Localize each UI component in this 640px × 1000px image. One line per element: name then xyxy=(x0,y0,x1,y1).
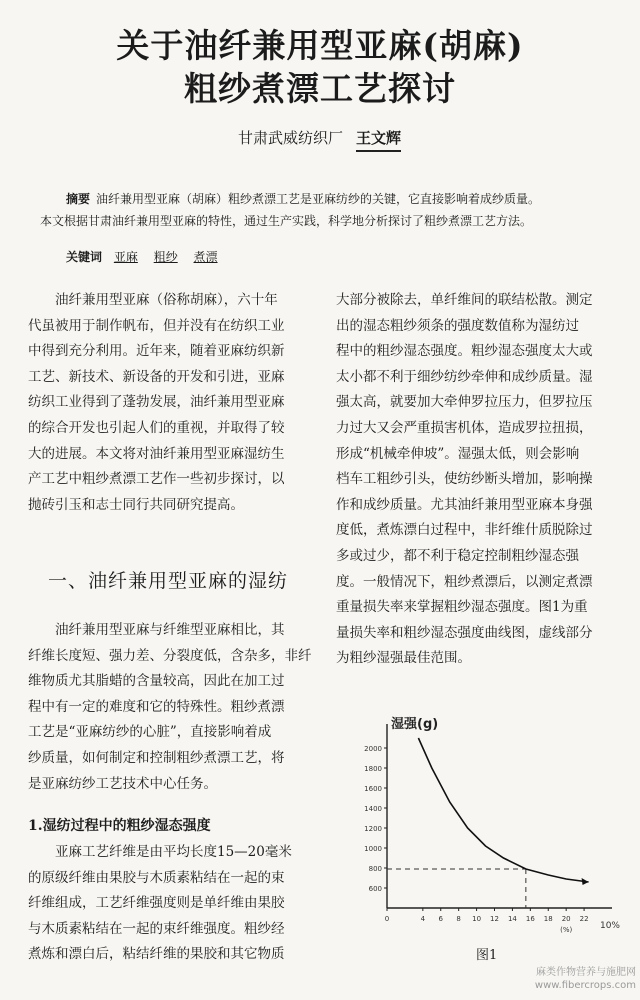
y-axis-label: 湿强(g) xyxy=(391,717,439,732)
text-line: 煮炼和漂白后，粘结纤维的果胶和其它物质 xyxy=(28,946,285,963)
keywords xyxy=(66,248,230,265)
text-line: 程中的粗纱湿态强度。粗纱湿态强度太大或 xyxy=(336,343,593,360)
text-line: 维物质尤其脂蜡的含量较高，因此在加工过 xyxy=(28,673,285,690)
keyword: 亚麻 xyxy=(113,250,138,264)
text-line: 与木质素粘结在一起的束纤维强度。粗纱经 xyxy=(28,920,285,937)
text-line: 代虽被用于制作帆布，但并没有在纺织工业 xyxy=(28,317,285,334)
x-tick-label: 4 xyxy=(420,915,426,923)
affiliation: 甘肃武威纺织厂 xyxy=(238,129,344,147)
keyword: 粗纱 xyxy=(153,250,178,264)
figure-caption: 图1 xyxy=(476,948,498,963)
x-tick-label: 22 xyxy=(579,915,589,923)
x-axis-label: 10% xyxy=(599,921,620,931)
text-line: 形成“机械牵伸坡”。湿强太低，则会影响 xyxy=(336,445,580,462)
text-line: 工艺、新技术、新设备的开发和引进，亚麻 xyxy=(28,368,285,385)
x-tick-label: 18 xyxy=(543,915,553,923)
watermark xyxy=(496,966,636,992)
text-line: 纺织工业得到了蓬勃发展，油纤兼用型亚麻 xyxy=(28,394,285,411)
series-line xyxy=(418,738,588,882)
text-line: 强太高，就要加大牵伸罗拉压力，但罗拉压 xyxy=(336,394,593,411)
figure-chart xyxy=(345,712,620,952)
text-line: 档车工粗纱引头，使纺纱断头增加，影响操 xyxy=(336,471,593,488)
text-line: 工艺是“亚麻纺纱的心脏”，直接影响着成 xyxy=(28,724,272,741)
x-tick-label: 20 xyxy=(561,915,571,923)
section-heading: 一、油纤兼用型亚麻的湿纺 xyxy=(48,570,289,592)
text-line: 是亚麻纺纱工艺技术中心任务。 xyxy=(28,775,217,792)
x-tick-label: 16 xyxy=(525,915,535,923)
text-line: 出的湿态粗纱须条的强度数值称为湿纺过 xyxy=(336,317,579,334)
text-line: 亚麻工艺纤维是由平均长度15—20毫米 xyxy=(55,844,292,860)
left-paragraph-2 xyxy=(28,618,320,797)
x-unit-mark: (%) xyxy=(560,926,573,934)
chart-svg xyxy=(345,712,620,952)
text-line: 油纤兼用型亚麻（俗称胡麻），六十年 xyxy=(55,292,278,308)
abstract-line-1: 油纤兼用型亚麻（胡麻）粗纱煮漂工艺是亚麻纺纱的关键，它直接影响着成纱质量。 xyxy=(96,192,541,206)
abstract-line-2: 本文根据甘肃油纤兼用型亚麻的特性，通过生产实践，科学地分析探讨了粗纱煮漂工艺方法。 xyxy=(40,214,533,228)
y-tick-label: 1000 xyxy=(364,845,382,853)
text-line: 度低，煮炼漂白过程中，非纤维什质脱除过 xyxy=(336,522,593,539)
arrowhead xyxy=(582,878,589,885)
text-line: 纤维组成，工艺纤维强度则是单纤维由果胶 xyxy=(28,895,285,912)
text-line: 纤维长度短、强力差、分裂度低，含杂多，非纤 xyxy=(28,647,312,664)
text-line: 的原级纤维由果胶与木质素粘结在一起的束 xyxy=(28,869,285,886)
y-tick-label: 800 xyxy=(368,865,382,873)
y-tick-label: 600 xyxy=(368,885,382,893)
text-line: 油纤兼用型亚麻与纤维型亚麻相比，其 xyxy=(55,622,285,638)
x-tick-label: 6 xyxy=(438,915,443,923)
subsection-heading: 1.湿纺过程中的粗纱湿态强度 xyxy=(28,818,211,834)
left-paragraph-3 xyxy=(28,840,320,968)
watermark-line: www.fibercrops.com xyxy=(534,980,636,991)
author: 王文辉 xyxy=(356,127,401,152)
y-tick-label: 1400 xyxy=(364,805,382,813)
text-line: 为粗纱湿强最佳范围。 xyxy=(336,650,471,667)
text-line: 抛砖引玉和志士同行共同研究提高。 xyxy=(28,496,244,513)
y-tick-label: 1800 xyxy=(364,765,382,773)
x-tick-label: 8 xyxy=(456,915,461,923)
text-line: 大部分被除去，单纤维间的联结松散。测定 xyxy=(336,292,593,308)
text-line: 度。一般情况下，粗纱煮漂后，以测定煮漂 xyxy=(336,573,593,590)
text-line: 多或过少，都不利于稳定控制粗纱湿态强 xyxy=(336,547,579,564)
x-tick-label: 12 xyxy=(490,915,499,923)
text-line: 量损失率和粗纱湿态强度曲线图，虚线部分 xyxy=(336,624,593,641)
y-tick-label: 1600 xyxy=(364,785,382,793)
text-line: 中得到充分利用。近年来，随着亚麻纺织新 xyxy=(28,343,285,360)
y-tick-label: 1200 xyxy=(364,825,382,833)
right-paragraph xyxy=(336,288,628,672)
keyword: 煮漂 xyxy=(193,250,218,264)
abstract-label: 摘要 xyxy=(66,192,91,206)
x-tick-label: 14 xyxy=(507,915,517,923)
text-line: 产工艺中粗纱煮漂工艺作一些初步探讨，以 xyxy=(28,471,285,488)
text-line: 纱质量，如何制定和控制粗纱煮漂工艺，将 xyxy=(28,749,285,766)
title-line-2: 粗纱煮漂工艺探讨 xyxy=(184,69,456,108)
text-line: 重量损失率来掌握粗纱湿态强度。图1为重 xyxy=(336,599,588,616)
title-line-1: 关于油纤兼用型亚麻(胡麻) xyxy=(116,26,524,65)
keywords-label: 关键词 xyxy=(66,250,103,264)
text-line: 大的进展。本文将对油纤兼用型亚麻湿纺生 xyxy=(28,445,285,462)
watermark-line: 麻类作物营养与施肥网 xyxy=(536,967,636,978)
text-line: 力过大又会严重损害机体，造成罗拉扭损， xyxy=(336,419,593,436)
left-paragraph-1 xyxy=(28,288,320,518)
abstract xyxy=(40,188,610,232)
text-line: 程中有一定的难度和它的特殊性。粗纱煮漂 xyxy=(28,698,285,715)
text-line: 的综合开发也引起人们的重视，并取得了较 xyxy=(28,419,285,436)
x-tick-label: 0 xyxy=(384,915,390,923)
x-tick-label: 10 xyxy=(472,915,482,923)
text-line: 太小都不利于细纱纺纱牵伸和成纱质量。湿 xyxy=(336,368,593,385)
y-tick-label: 2000 xyxy=(364,745,382,753)
text-line: 作和成纱质量。尤其油纤兼用型亚麻本身强 xyxy=(336,496,593,513)
